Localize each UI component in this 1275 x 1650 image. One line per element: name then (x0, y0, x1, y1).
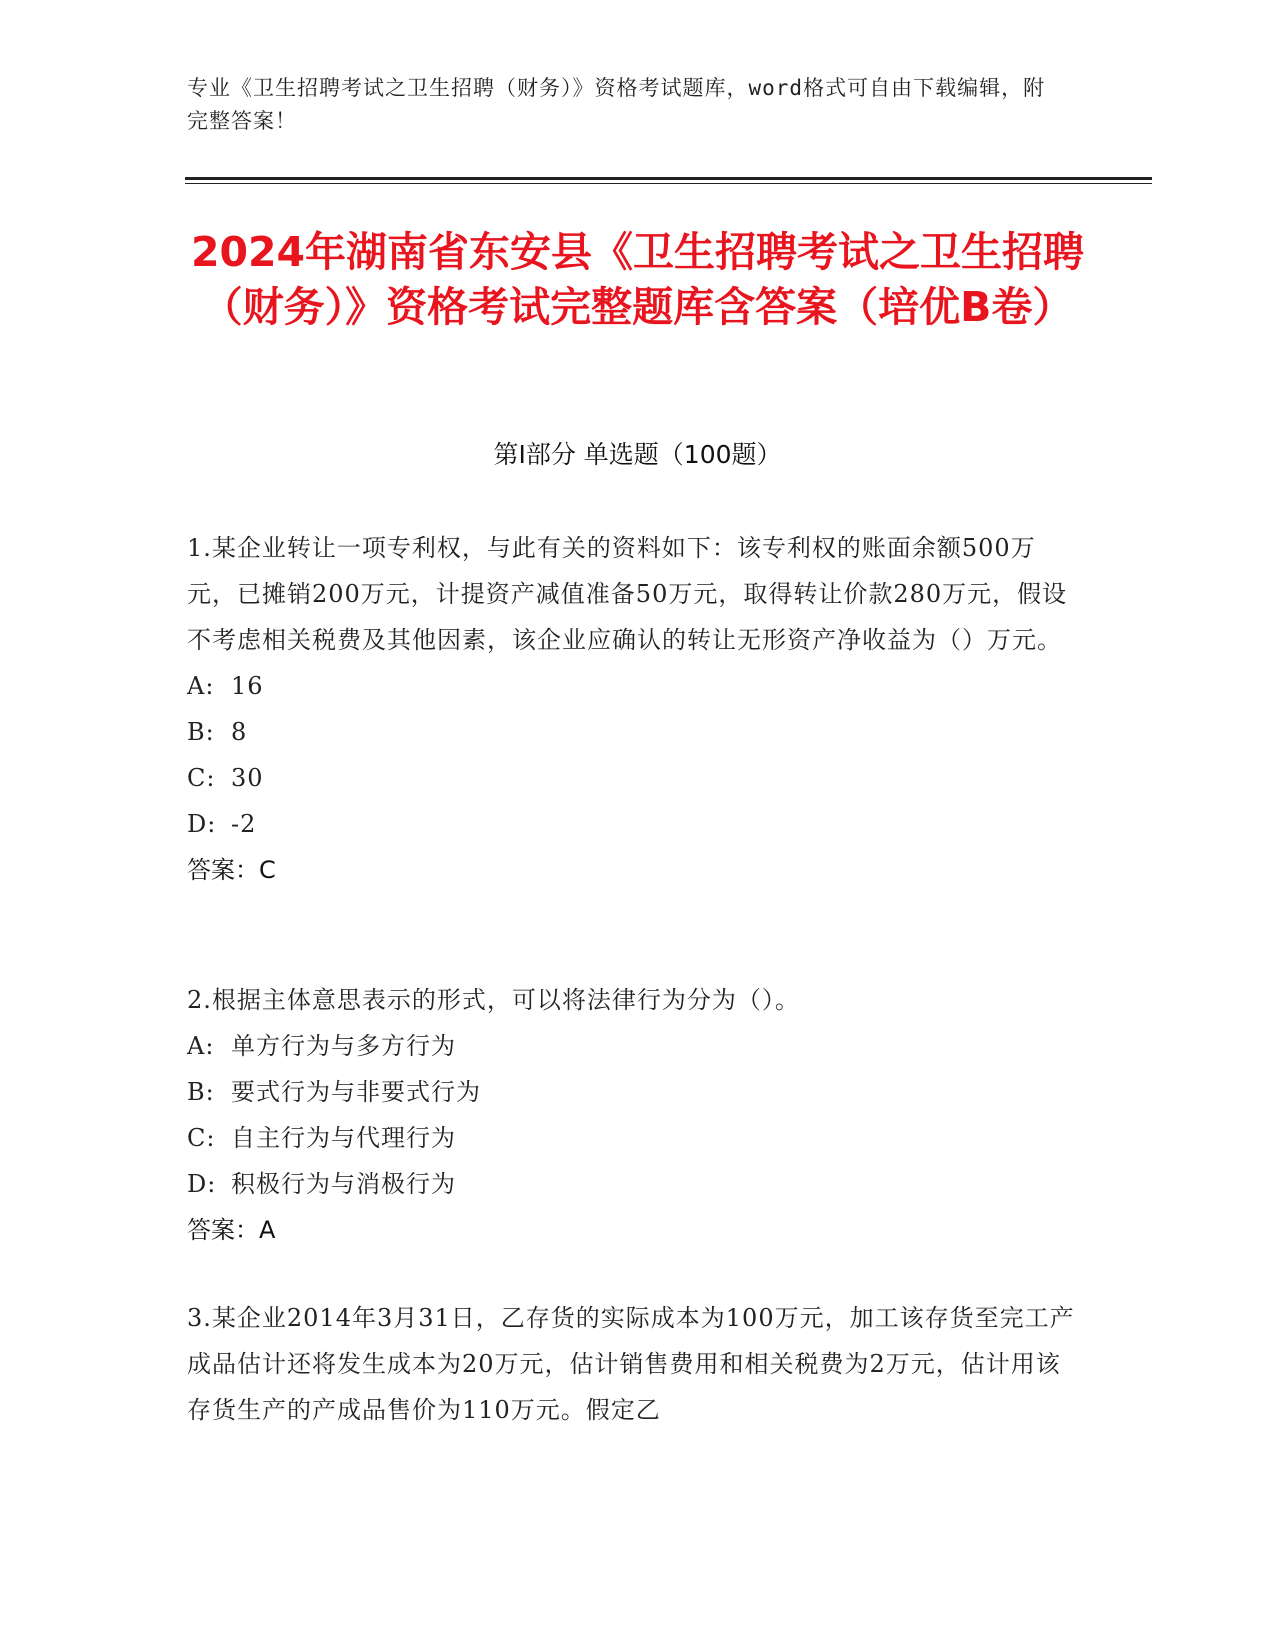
option-letter: D: (187, 810, 217, 838)
option-a (187, 663, 1077, 709)
option-c (187, 1115, 1077, 1161)
option-b (187, 709, 1077, 755)
option-d (187, 1161, 1077, 1207)
question-stem: 1.某企业转让一项专利权，与此有关的资料如下：该专利权的账面余额500万元，已摊销200万元，计提资产减值准备50万元，取得转让价款280万元，假设不考虑相关税费及其他因素，该企业应确认的转让无形资产净收益为（）万元。 (187, 534, 1068, 654)
option-text: 积极行为与消极行为 (231, 1170, 456, 1198)
option-letter: C: (187, 764, 216, 792)
header-divider-thick (185, 177, 1152, 180)
question-2 (187, 977, 1077, 1253)
option-text: 8 (231, 718, 248, 746)
header-note: 专业《卫生招聘考试之卫生招聘（财务）》资格考试题库，word格式可自由下载编辑，附完整答案！ (187, 76, 1046, 133)
option-text: 16 (231, 672, 264, 700)
option-text: -2 (231, 810, 257, 838)
question-1 (187, 525, 1077, 893)
option-text: 单方行为与多方行为 (231, 1032, 456, 1060)
option-text: 要式行为与非要式行为 (231, 1078, 481, 1106)
document-title: 2024年湖南省东安县《卫生招聘考试之卫生招聘（财务）》资格考试完整题库含答案（培优B卷） (190, 228, 1085, 331)
option-b (187, 1069, 1077, 1115)
question-stem: 2.根据主体意思表示的形式，可以将法律行为分为（）。 (187, 986, 800, 1014)
section-title: 第I部分 单选题（100题） (493, 440, 782, 469)
option-text: 30 (231, 764, 264, 792)
option-letter: A: (187, 672, 215, 700)
option-c (187, 755, 1077, 801)
header-divider-thin (185, 183, 1152, 184)
option-letter: D: (187, 1170, 217, 1198)
option-letter: B: (187, 718, 215, 746)
option-d (187, 801, 1077, 847)
option-letter: A: (187, 1032, 215, 1060)
answer-line: 答案：A (187, 1216, 276, 1244)
question-stem: 3.某企业2014年3月31日，乙存货的实际成本为100万元，加工该存货至完工产成品估计还将发生成本为20万元，估计销售费用和相关税费为2万元，估计用该存货生产的产成品售价为110万元。假定乙 (187, 1304, 1075, 1424)
option-a (187, 1023, 1077, 1069)
option-letter: B: (187, 1078, 215, 1106)
option-letter: C: (187, 1124, 216, 1152)
answer-line: 答案：C (187, 856, 276, 884)
option-text: 自主行为与代理行为 (231, 1124, 456, 1152)
question-3 (187, 1295, 1077, 1433)
